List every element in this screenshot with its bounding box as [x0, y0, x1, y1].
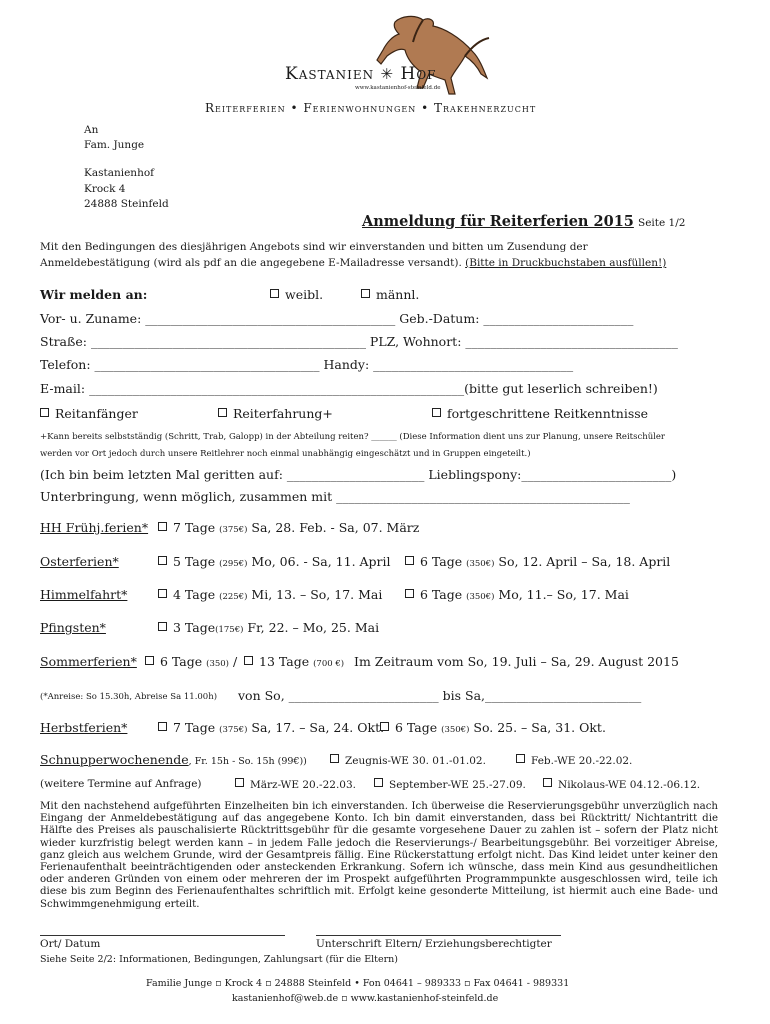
page-title: Anmeldung für Reiterferien 2015 — [362, 213, 634, 230]
last-ride-field[interactable]: (Ich bin beim letzten Mal geritten auf: ______________________ Lieblingspony:________________________) — [40, 467, 677, 482]
pfingst-label: Pfingsten* — [40, 620, 106, 635]
maennl-checkbox[interactable]: männl. — [361, 287, 419, 302]
himmel-option-2[interactable]: 6 Tage (350€) Mo, 11.– So, 17. Mai — [405, 587, 629, 602]
himmel-label: Himmelfahrt* — [40, 587, 128, 602]
intro-note: (Bitte in Druckbuchstaben ausfüllen!) — [465, 257, 667, 269]
ort-datum-label: Ort/ Datum — [40, 938, 101, 950]
hh-label: HH Frühj.ferien* — [40, 520, 149, 535]
oster-label: Osterferien* — [40, 554, 119, 569]
schnupper-label: Schnupperwochenende — [40, 752, 189, 767]
conditions-text: Mit den nachstehend aufgeführten Einzelheiten bin ich einverstanden. Ich überweise die Reservierungsgebühr unverzüglich nach Eingang der Anmeldebestätigung auf das angegebene Konto. Ich bin damit einverstanden, dass bei Rücktritt/ Nichtantritt die Hälfte des Preises als pauschalisierte Rücktrittsgebühr für die gesamte vorgesehene Dauer zu zahlen ist – sofern der Platz nicht wieder kurzfristig belegt werden kann – in jedem Falle jedoch die Reservierungs-/ Bearbeitungsgebühr. Bei vorzeitiger Abreise, ganz gleich aus welchem Grunde, wird der Gesamtpreis fällig. Eine Rückerstattung erfolgt nicht. Das Kind leidet unter keiner den Ferienaufenthalt beeinträchtigenden oder ansteckenden Erkrankung. Sofern ich wünsche, dass mein Kind aus gesundheitlichen oder anderen Gründen von einem oder mehreren der im Prospekt aufgeführten Programmpunkte ausgeschlossen wird, teile ich diese bis zum Beginn des Ferienaufenthaltes schriftlich mit. Erfolgt keine gesonderte Mitteilung, ist hiermit auch eine Bade- und Schwimmgenehmigung erteilt. — [40, 801, 718, 910]
maerz-option[interactable]: März-WE 20.-22.03. — [235, 778, 356, 791]
intro-line-2: Anmeldebestätigung (wird als pdf an die angegebene E-Mailadresse versandt). (Bitte in Druckbuchstaben ausfüllen!) — [40, 257, 667, 269]
herbst-option-1[interactable]: 7 Tage (375€) Sa, 17. – Sa, 24. Okt. — [158, 720, 384, 735]
intro-line-1: Mit den Bedingungen des diesjährigen Angebots sind wir einverstanden und bitten um Zusendung der — [40, 241, 588, 253]
schnupper-row — [40, 752, 307, 767]
ort-datum-line[interactable] — [40, 935, 285, 936]
schnupper-info: , Fr. 15h - So. 15h (99€)) — [188, 756, 307, 767]
fortgeschritten-checkbox[interactable]: fortgeschrittene Reitkenntnisse — [432, 406, 648, 421]
footer-line-1: Familie Junge ▫ Krock 4 ▫ 24888 Steinfeld • Fon 04641 – 989333 ▫ Fax 04641 - 989331 — [146, 978, 570, 989]
anfaenger-checkbox[interactable]: Reitanfänger — [40, 406, 138, 421]
nikolaus-option[interactable]: Nikolaus-WE 04.12.-06.12. — [543, 778, 700, 791]
email-field[interactable]: E-mail: ____________________________________________________________(bitte gut leserlich schreiben!) — [40, 381, 658, 396]
address-line-1: An — [84, 124, 99, 136]
herbst-option-2[interactable]: 6 Tage (350€) So. 25. – Sa, 31. Okt. — [380, 720, 606, 735]
pfingst-option[interactable]: 3 Tage(175€) Fr, 22. – Mo, 25. Mai — [158, 620, 379, 635]
address-line-3: Kastanienhof — [84, 167, 155, 179]
page-number: Seite 1/2 — [638, 217, 686, 229]
logo-url: www.kastanienhof-steinfeld.de — [355, 85, 441, 91]
oster-option-2[interactable]: 6 Tage (350€) So, 12. April – Sa, 18. April — [405, 554, 670, 569]
address-line-5: 24888 Steinfeld — [84, 198, 169, 210]
signature-line[interactable] — [316, 935, 561, 936]
signature-label: Unterschrift Eltern/ Erziehungsberechtigter — [316, 938, 552, 950]
zeugnis-option[interactable]: Zeugnis-WE 30. 01.-01.02. — [330, 754, 486, 767]
phone-field[interactable]: Telefon: ____________________________________ Handy: ________________________________ — [40, 357, 574, 372]
sommer-option-1[interactable]: 6 Tage (350) / — [145, 654, 237, 669]
logo — [283, 8, 493, 98]
weibl-checkbox[interactable]: weibl. — [270, 287, 323, 302]
footer-line-2: kastanienhof@web.de ▫ www.kastanienhof-steinfeld.de — [232, 993, 499, 1004]
hh-option[interactable]: 7 Tage (375€) Sa, 28. Feb. - Sa, 07. März — [158, 520, 419, 535]
address-line-4: Krock 4 — [84, 183, 126, 195]
tagline: Reiterferien • Ferienwohnungen • Trakehnerzucht — [205, 101, 537, 115]
himmel-option-1[interactable]: 4 Tage (225€) Mi, 13. – So, 17. Mai — [158, 587, 382, 602]
logo-text-left: Kastanien — [285, 64, 375, 84]
sommer-note: (*Anreise: So 15.30h, Abreise Sa 11.00h) — [40, 692, 218, 702]
logo-text-right: Hof — [400, 64, 437, 84]
address-line-2: Fam. Junge — [84, 139, 145, 151]
erfahrung-checkbox[interactable]: Reiterfahrung+ — [218, 406, 333, 421]
sommer-option-2[interactable]: 13 Tage (700 €) — [244, 654, 344, 669]
sommer-von-bis-field[interactable]: von So, ________________________ bis Sa,_________________________ — [238, 688, 642, 703]
chestnut-leaf-icon: ✳ — [380, 65, 395, 83]
sommer-label: Sommerferien* — [40, 654, 137, 669]
weitere-note: (weitere Termine auf Anfrage) — [40, 778, 202, 790]
wir-melden-label: Wir melden an: — [40, 287, 148, 302]
name-dob-field[interactable]: Vor- u. Zuname: ________________________________________ Geb.-Datum: ________________________ — [40, 311, 634, 326]
street-city-field[interactable]: Straße: ____________________________________________ PLZ, Wohnort: __________________________________ — [40, 334, 678, 349]
oster-option-1[interactable]: 5 Tage (295€) Mo, 06. - Sa, 11. April — [158, 554, 391, 569]
unterbringung-field[interactable]: Unterbringung, wenn möglich, zusammen mit _______________________________________________ — [40, 489, 630, 504]
feb-option[interactable]: Feb.-WE 20.-22.02. — [516, 754, 632, 767]
september-option[interactable]: September-WE 25.-27.09. — [374, 778, 526, 791]
sommer-dates: Im Zeitraum vom So, 19. Juli – Sa, 29. August 2015 — [354, 654, 679, 669]
plus-note-line-2: werden vor Ort jedoch durch unsere Reitlehrer noch einmal unabhängig eingeschätzt und in Gruppen eingeteilt.) — [40, 449, 531, 459]
herbst-label: Herbstferien* — [40, 720, 128, 735]
plus-note-line-1: +Kann bereits selbstständig (Schritt, Trab, Galopp) in der Abteilung reiten? ______ (Diese Information dient uns zur Planung, unsere Reitschüler — [40, 432, 665, 442]
see-page-2: Siehe Seite 2/2: Informationen, Bedingungen, Zahlungsart (für die Eltern) — [40, 954, 398, 965]
